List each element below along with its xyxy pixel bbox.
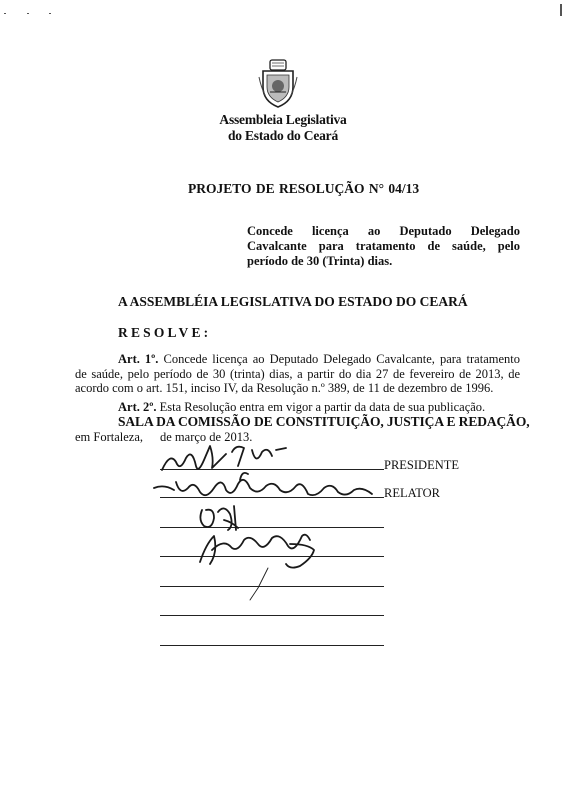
article-2 — [118, 400, 485, 415]
handwritten-signatures — [140, 440, 460, 620]
place-text: em Fortaleza, — [75, 430, 144, 444]
organization-name-line2: do Estado do Ceará — [227, 128, 339, 143]
resolve-heading: RESOLVE: — [118, 325, 212, 340]
ementa-line: Cavalcante para tratamento de saúde, pelo — [247, 239, 520, 253]
scan-speck — [560, 4, 562, 16]
ementa-summary — [247, 224, 520, 269]
document-title: PROJETO DE RESOLUÇÃO N° 04/13 — [188, 181, 420, 196]
scan-speck — [49, 13, 51, 14]
president-label: PRESIDENTE — [384, 458, 459, 472]
coat-of-arms-icon — [257, 57, 299, 109]
date-text: de março de 2013. — [160, 430, 253, 444]
organization-name-line1: Assembleia Legislativa — [219, 112, 347, 127]
article-1-line2: de saúde, pelo período de 30 (trinta) dias, a partir do dia 27 de fevereiro de 2013, de — [75, 366, 520, 381]
article-1-label: Art. 1º. — [118, 352, 159, 366]
article-2-text: Esta Resolução entra em vigor a partir da data de sua publicação. — [156, 400, 486, 414]
article-2-label: Art. 2º. — [118, 400, 157, 414]
ementa-line: Concede licença ao Deputado Delegado — [247, 224, 520, 238]
rapporteur-label: RELATOR — [384, 486, 441, 500]
article-1-line1 — [75, 352, 520, 367]
committee-room-heading: SALA DA COMISSÃO DE CONSTITUIÇÃO, JUSTIÇA E REDAÇÃO, — [118, 414, 530, 429]
article-1-line3: acordo com o art. 151, inciso IV, da Resolução n.º 389, de 11 de dezembro de 1996. — [75, 381, 494, 395]
scan-speck — [4, 13, 6, 14]
ementa-line: período de 30 (Trinta) dias. — [247, 254, 393, 268]
assembly-heading: A ASSEMBLÉIA LEGISLATIVA DO ESTADO DO CEARÁ — [118, 294, 468, 309]
signature-line — [160, 645, 384, 646]
article-1-text: Concede licença ao Deputado Delegado Cavalcante, para tratamento — [158, 352, 520, 366]
article-1 — [75, 352, 520, 396]
scan-speck — [27, 13, 29, 14]
